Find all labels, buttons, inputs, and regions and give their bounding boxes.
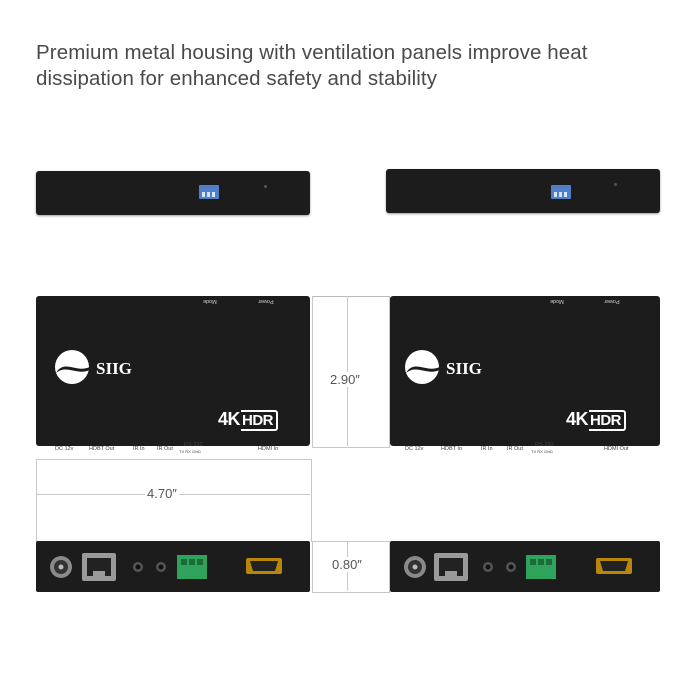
4k-hdr-badge	[218, 409, 278, 430]
face-transmitter	[36, 296, 310, 454]
top-view-receiver	[386, 169, 660, 213]
port-label: HDBT Out	[89, 446, 115, 452]
port-label: HDBT In	[441, 446, 462, 452]
power-label: Power	[258, 298, 274, 304]
ports-transmitter	[36, 541, 310, 592]
top-view-transmitter	[36, 171, 310, 215]
port-label: RS-232	[184, 442, 203, 448]
led-indicator	[614, 183, 617, 186]
headline: Premium metal housing with ventilation panels improve heat dissipation for enhanced safety and stability	[36, 41, 588, 90]
badge-hdr: HDR	[589, 410, 626, 431]
rs232-terminal-icon	[177, 555, 207, 579]
depth-dimension: 0.80″	[332, 557, 362, 572]
rs232-terminal-icon	[526, 555, 556, 579]
port-label: RS-232	[535, 442, 554, 448]
dip-switch	[199, 185, 219, 199]
rs232-pin-labels: TX RX GND	[531, 449, 553, 454]
port-label: IR Out	[157, 446, 173, 452]
led-indicator	[264, 185, 267, 188]
badge-4k: 4K	[566, 409, 589, 429]
siig-logo	[54, 348, 154, 391]
mode-label: Mode	[203, 298, 217, 304]
height-line	[347, 296, 348, 446]
mode-label: Mode	[550, 298, 564, 304]
port-label: IR In	[133, 446, 145, 452]
width-dimension: 4.70″	[147, 486, 177, 501]
port-label: HDMI In	[258, 446, 279, 452]
port-label: HDMI Out	[604, 446, 629, 452]
ports-receiver	[390, 541, 660, 592]
port-label: DC 12v	[405, 446, 424, 452]
port-label: IR In	[481, 446, 493, 452]
dip-switch	[551, 185, 571, 199]
brand-text: SIIG	[96, 359, 132, 378]
height-dimension: 2.90″	[330, 372, 360, 387]
siig-logo	[404, 348, 504, 391]
4k-hdr-badge	[566, 409, 626, 430]
face-receiver	[390, 296, 660, 454]
badge-4k: 4K	[218, 409, 241, 429]
brand-text: SIIG	[446, 359, 482, 378]
port-label: IR Out	[507, 446, 523, 452]
power-label: Power	[604, 298, 620, 304]
badge-hdr: HDR	[241, 410, 278, 431]
rs232-pin-labels: TX RX GND	[179, 449, 201, 454]
port-label: DC 12v	[55, 446, 74, 452]
